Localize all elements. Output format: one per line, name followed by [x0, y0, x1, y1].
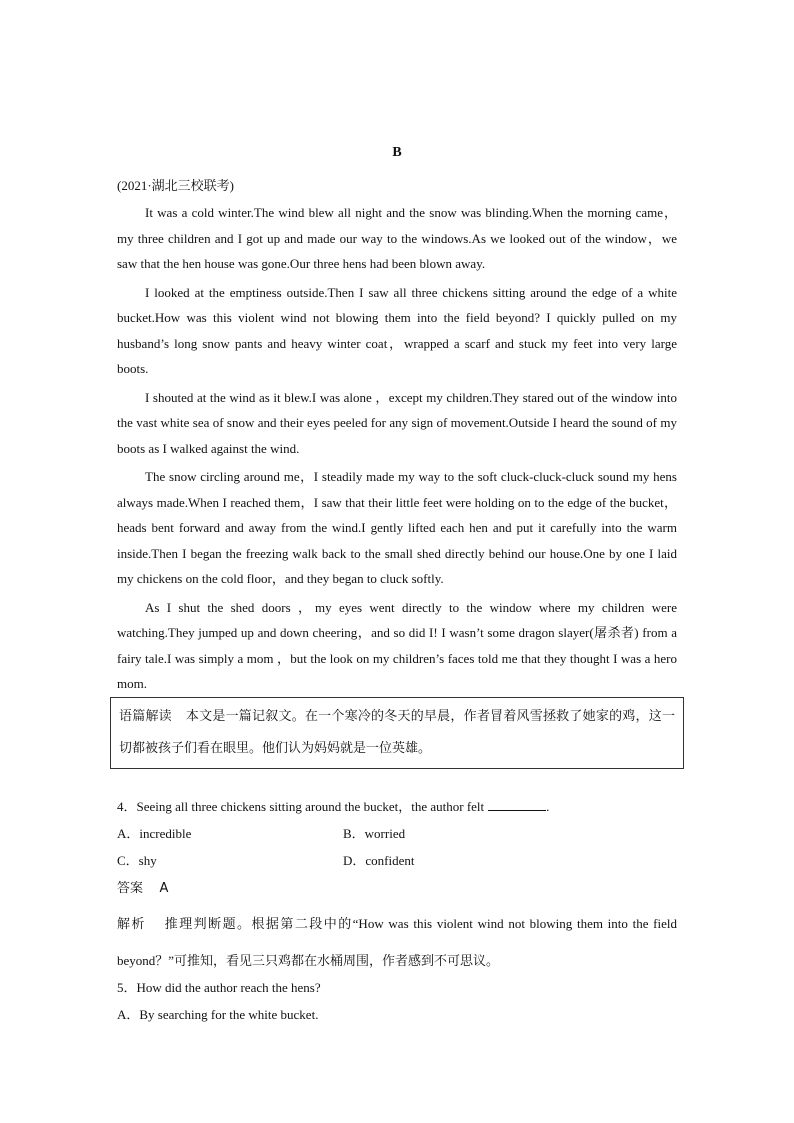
- answer-value: A: [159, 881, 169, 896]
- explanation-text: 推理判断题。根据第二段中的“How was this violent wind not blowing them into the field beyond？”可推知，看见三只鸡都在水桶周围，作者感到不可思议。: [117, 916, 677, 968]
- paragraph-1: It was a cold winter.The wind blew all night and the snow was blinding.When the morning came，my three children and I got up and made our way to the windows.As we looked out of the window，we saw that the hen house was gone.Our three hens had been blown away.: [117, 205, 677, 271]
- q5-option-a: A．By searching for the white bucket.: [117, 1007, 319, 1022]
- answer-blank: [488, 800, 546, 811]
- q4-option-c: C．shy: [117, 853, 157, 868]
- section-title: B: [392, 145, 402, 160]
- q4-explanation: [117, 906, 677, 979]
- summary-label: 语篇解读: [119, 709, 172, 724]
- q4-stem-end: .: [546, 799, 550, 814]
- q4-option-a: A．incredible: [117, 826, 192, 841]
- summary-box: [110, 697, 684, 769]
- summary-text: [119, 701, 675, 765]
- paragraph-2: I looked at the emptiness outside.Then I saw all three chickens sitting around the edge of a white bucket.How was this violent wind not blowing them into the field beyond? I quickly pulled on my husband’s long snow pants and heavy winter coat，wrapped a scarf and stuck my feet into very large boots.: [117, 284, 677, 376]
- paragraph-4: The snow circling around me，I steadily made my way to the soft cluck-cluck-cluck sound my hens always made.When I reached them，I saw that their little feet were holding on to the edge of the bucket，heads bent forward and away from the wind.I gently lifted each hen and put it carefully into the warm inside.Then I began the freezing walk back to the small shed directly behind our house.One by one I laid my chickens on the cold floor，and they began to cluck softly.: [117, 469, 677, 586]
- question-5-stem: 5．How did the author reach the hens?: [117, 980, 321, 995]
- answer-label: 答案: [117, 881, 144, 896]
- q4-answer: [117, 877, 168, 896]
- question-4-stem: [117, 796, 549, 815]
- q4-option-d: D．confident: [343, 853, 415, 868]
- q4-stem-text: 4．Seeing all three chickens sitting around the bucket，the author felt: [117, 799, 485, 814]
- paragraph-5: As I shut the shed doors ，my eyes went directly to the window where my children were watching.They jumped up and down cheering，and so did I! I wasn’t some dragon slayer(屠杀者) from a fairy tale.I was simply a mom ，but the look on my children’s faces told me that they thought I was a hero mom.: [117, 599, 677, 691]
- source-note: (2021·湖北三校联考): [117, 178, 234, 193]
- explanation-label: 解析: [117, 917, 146, 932]
- summary-body: 本文是一篇记叙文。在一个寒冷的冬天的早晨，作者冒着风雪拯救了她家的鸡，这一切都被孩子们看在眼里。他们认为妈妈就是一位英雄。: [119, 709, 675, 756]
- paragraph-3: I shouted at the wind as it blew.I was alone ，except my children.They stared out of the window into the vast white sea of snow and their eyes peeled for any sign of movement.Outside I heard the sound of my boots as I walked against the wind.: [117, 389, 677, 456]
- reading-passage: [117, 200, 677, 700]
- q4-option-b: B．worried: [343, 826, 406, 841]
